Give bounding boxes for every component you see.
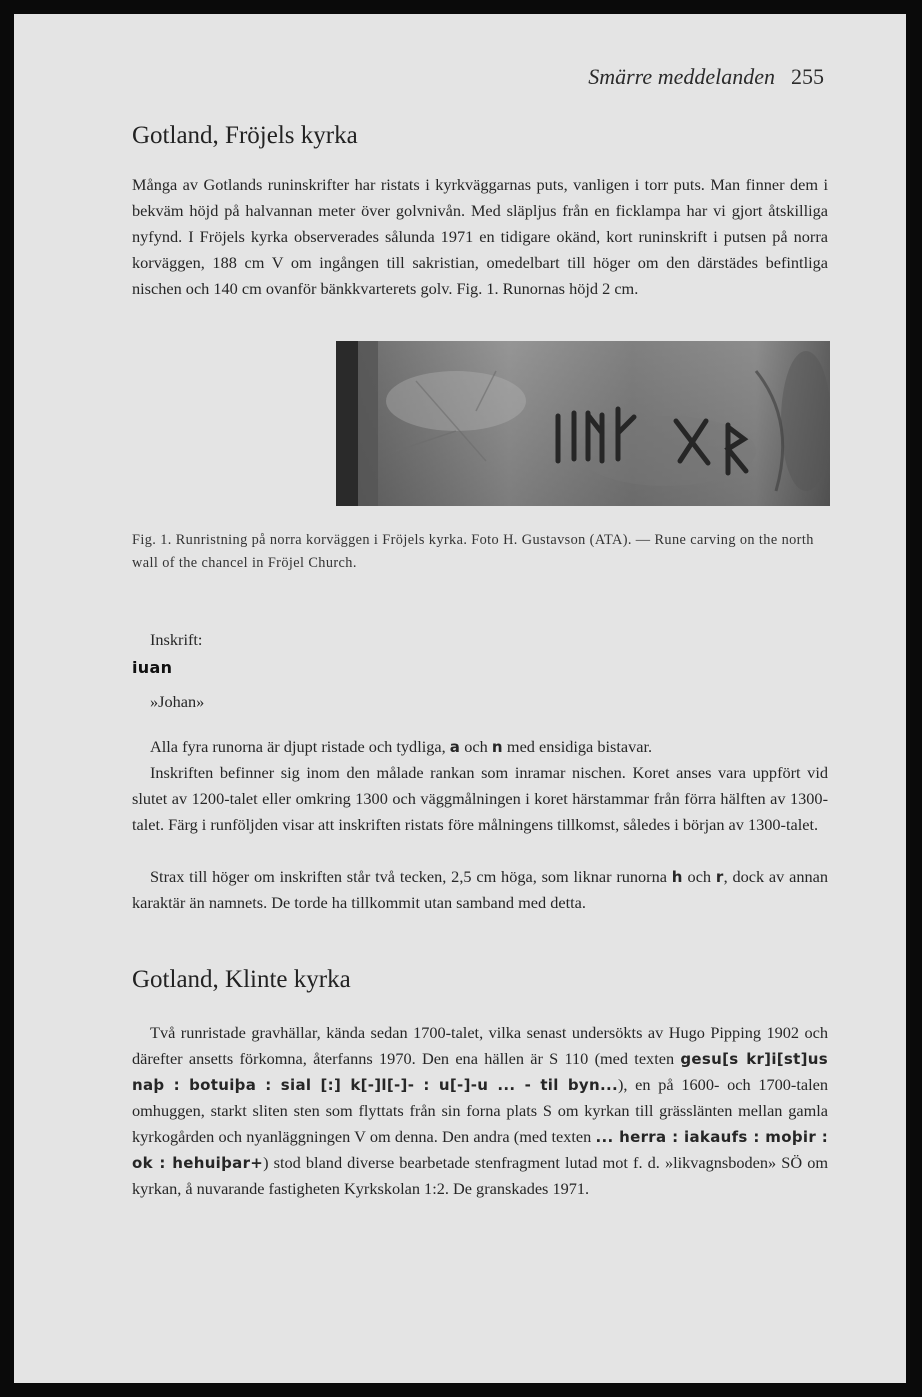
page	[14, 14, 906, 1383]
inscription-second-slab: ... herra : iakaufs : moþir : ok : hehuiþar+	[132, 1128, 828, 1172]
rune-n: n	[491, 738, 503, 756]
paragraph-klinte	[132, 1020, 828, 1202]
section-title-frojel: Gotland, Fröjels kyrka	[132, 122, 358, 149]
figure-caption: Fig. 1. Runristning på norra korväggen i Fröjels kyrka. Foto H. Gustavson (ATA). — Rune carving on the north wall of the chancel in Fröjel Church.	[132, 532, 814, 571]
inscription-translation: »Johan»	[150, 692, 205, 711]
rune-a: a	[449, 738, 461, 756]
section-title-klinte: Gotland, Klinte kyrka	[132, 966, 351, 993]
text-run: , dock av annan karaktär än namnets. De torde ha tillkommit utan samband med detta.	[132, 867, 828, 912]
paragraph-dating: Inskriften befinner sig inom den målade rankan som inramar nischen. Koret anses vara uppfört vid slutet av 1200-talet eller omkring 1300 och väggmålningen i koret härstammar från förra hälften av 1300-talet. Färg i runföljden visar att inskriften ristats före målningens tillkomst, således i början av 1300-talet.	[132, 763, 828, 834]
intro-paragraph: Många av Gotlands runinskrifter har ristats i kyrkväggarnas puts, vanligen i torr puts. Man finner dem i bekväm höjd på halvannan meter över golvnivån. Med släpljus från en ficklampa har vi gjort åtskilliga nyfynd. I Fröjels kyrka observerades sålunda 1971 en tidigare okänd, kort runinskrift i putsen på norra korväggen, 188 cm V om ingången till sakristian, omedelbart till höger om den därstädes befintliga nischen och 140 cm ovanför bänkkvarterets golv. Fig. 1. Runornas höjd 2 cm.	[132, 175, 828, 298]
running-header	[588, 64, 824, 90]
running-title: Smärre meddelanden	[588, 64, 775, 89]
text-run: Två runristade gravhällar, kända sedan 1700-talet, vilka senast undersökts av Hugo Pipping 1902 och därefter ansetts förkomna, återfanns 1970. Den ena hällen är S 110 (med texten	[132, 1023, 828, 1068]
rune-carving-photo	[336, 341, 830, 506]
paragraph-runes-description	[132, 734, 828, 760]
text-run: med ensidiga bistavar.	[502, 737, 653, 756]
inscription-label: Inskrift:	[150, 630, 203, 649]
text-run: och	[682, 867, 716, 886]
rune-r: r	[715, 868, 724, 886]
inscription-s110: gesu[s kr]i[st]us naþ : botuiþa : sial [:] k[-]l[-]- : u[-]-u ... - til byn...	[132, 1050, 828, 1094]
text-run: och	[460, 737, 492, 756]
page-number: 255	[791, 64, 824, 89]
text-run: Alla fyra runorna är djupt ristade och tydliga,	[150, 737, 450, 756]
text-run: ) stod bland diverse bearbetade stenfragment lutad mot f. d. »likvagnsboden» SÖ om kyrkan, å nuvarande fastigheten Kyrkskolan 1:2. De granskades 1971.	[132, 1153, 828, 1198]
inscription-runes: iuan	[132, 658, 173, 677]
photo-graphic	[336, 341, 830, 506]
text-run: ), en på 1600- och 1700-talen omhuggen, starkt sliten sten som flyttats från sin forna plats S om kyrkan till grässlänten mellan gamla kyrkogården och nyanläggningen V om denna. Den andra (med texten	[132, 1075, 828, 1146]
paragraph-signs	[132, 864, 828, 916]
rune-h: h	[671, 868, 683, 886]
text-run: Strax till höger om inskriften står två tecken, 2,5 cm höga, som liknar runorna	[150, 867, 672, 886]
